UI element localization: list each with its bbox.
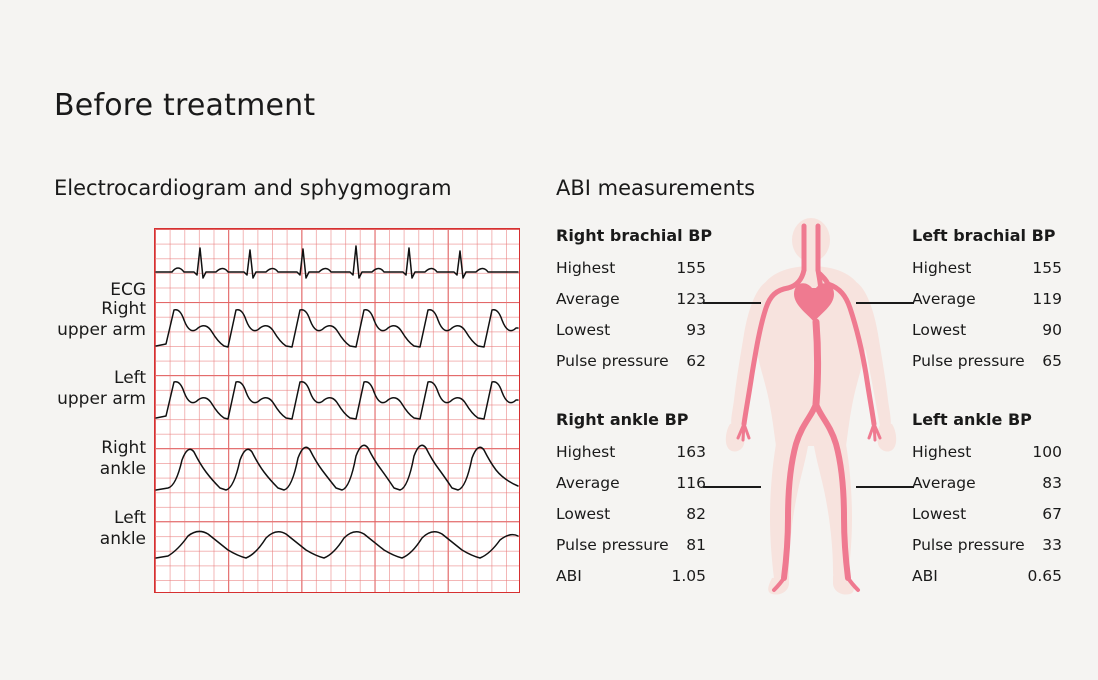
row-key: Lowest <box>912 505 967 523</box>
table-row <box>556 443 706 461</box>
row-key: Pulse pressure <box>912 352 1025 370</box>
row-key: Highest <box>556 443 616 461</box>
page-title: Before treatment <box>54 88 316 123</box>
right-ankle-bp-heading: Right ankle BP <box>556 410 689 429</box>
right-upper-arm-trace <box>156 310 518 347</box>
row-value: 100 <box>1032 443 1062 461</box>
table-row <box>912 567 1062 585</box>
row-key: Pulse pressure <box>556 536 669 554</box>
row-value: 163 <box>676 443 706 461</box>
left-ankle-trace <box>156 531 518 558</box>
table-row <box>556 290 706 308</box>
connector-left-brachial <box>856 302 914 304</box>
row-key: Lowest <box>556 505 611 523</box>
row-key: Average <box>912 474 976 492</box>
row-value: 82 <box>686 505 706 523</box>
row-value: 33 <box>1042 536 1062 554</box>
table-row <box>912 352 1062 370</box>
table-row <box>912 474 1062 492</box>
row-value: 90 <box>1042 321 1062 339</box>
row-key: Lowest <box>912 321 967 339</box>
connector-right-ankle <box>703 486 761 488</box>
table-row <box>912 290 1062 308</box>
right-ankle-trace <box>156 445 518 490</box>
right-brachial-bp-block <box>556 226 713 383</box>
human-body-vascular-diagram <box>716 218 906 598</box>
row-value: 119 <box>1032 290 1062 308</box>
row-key: ABI <box>912 567 938 585</box>
table-row <box>556 536 706 554</box>
abi-panel-title: ABI measurements <box>556 176 756 200</box>
connector-right-brachial <box>703 302 761 304</box>
table-row <box>556 505 706 523</box>
row-value: 67 <box>1042 505 1062 523</box>
row-value: 155 <box>676 259 706 277</box>
row-key: Lowest <box>556 321 611 339</box>
table-row <box>912 321 1062 339</box>
row-key: Average <box>912 290 976 308</box>
row-value: 123 <box>676 290 706 308</box>
row-value: 1.05 <box>671 567 706 585</box>
abi-measurements-panel <box>548 218 1068 598</box>
row-key: Highest <box>556 259 616 277</box>
left-ankle-bp-block <box>912 410 1062 598</box>
table-row <box>556 321 706 339</box>
row-key: ABI <box>556 567 582 585</box>
row-key: Highest <box>912 443 972 461</box>
row-value: 0.65 <box>1027 567 1062 585</box>
row-value: 81 <box>686 536 706 554</box>
left-brachial-bp-heading: Left brachial BP <box>912 226 1056 245</box>
ecg-trace-line <box>156 246 518 278</box>
row-key: Pulse pressure <box>912 536 1025 554</box>
right-brachial-bp-heading: Right brachial BP <box>556 226 713 245</box>
table-row <box>912 505 1062 523</box>
ecg-panel-title: Electrocardiogram and sphygmogram <box>54 176 452 200</box>
left-upper-arm-trace <box>156 382 518 419</box>
table-row <box>556 474 706 492</box>
row-value: 155 <box>1032 259 1062 277</box>
ecg-chart <box>154 228 520 593</box>
row-value: 93 <box>686 321 706 339</box>
left-ankle-bp-heading: Left ankle BP <box>912 410 1032 429</box>
left-brachial-bp-block <box>912 226 1062 383</box>
ecg-row-label-left-upper-arm: Left upper arm <box>57 368 146 409</box>
connector-left-ankle <box>856 486 914 488</box>
table-row <box>556 352 706 370</box>
table-row <box>912 536 1062 554</box>
ecg-row-labels <box>0 228 146 593</box>
table-row <box>912 259 1062 277</box>
ecg-traces <box>154 228 520 593</box>
row-value: 65 <box>1042 352 1062 370</box>
ecg-row-label-left-ankle: Left ankle <box>99 508 146 549</box>
row-key: Average <box>556 474 620 492</box>
ecg-row-label-right-ankle: Right ankle <box>99 438 146 479</box>
table-row <box>556 567 706 585</box>
table-row <box>912 443 1062 461</box>
row-value: 83 <box>1042 474 1062 492</box>
ecg-row-label-right-upper-arm: Right upper arm <box>57 299 146 340</box>
right-ankle-bp-block <box>556 410 706 598</box>
row-value: 62 <box>686 352 706 370</box>
row-key: Highest <box>912 259 972 277</box>
row-key: Average <box>556 290 620 308</box>
ecg-row-label-ecg: ECG <box>110 280 146 300</box>
row-key: Pulse pressure <box>556 352 669 370</box>
table-row <box>556 259 706 277</box>
row-value: 116 <box>676 474 706 492</box>
